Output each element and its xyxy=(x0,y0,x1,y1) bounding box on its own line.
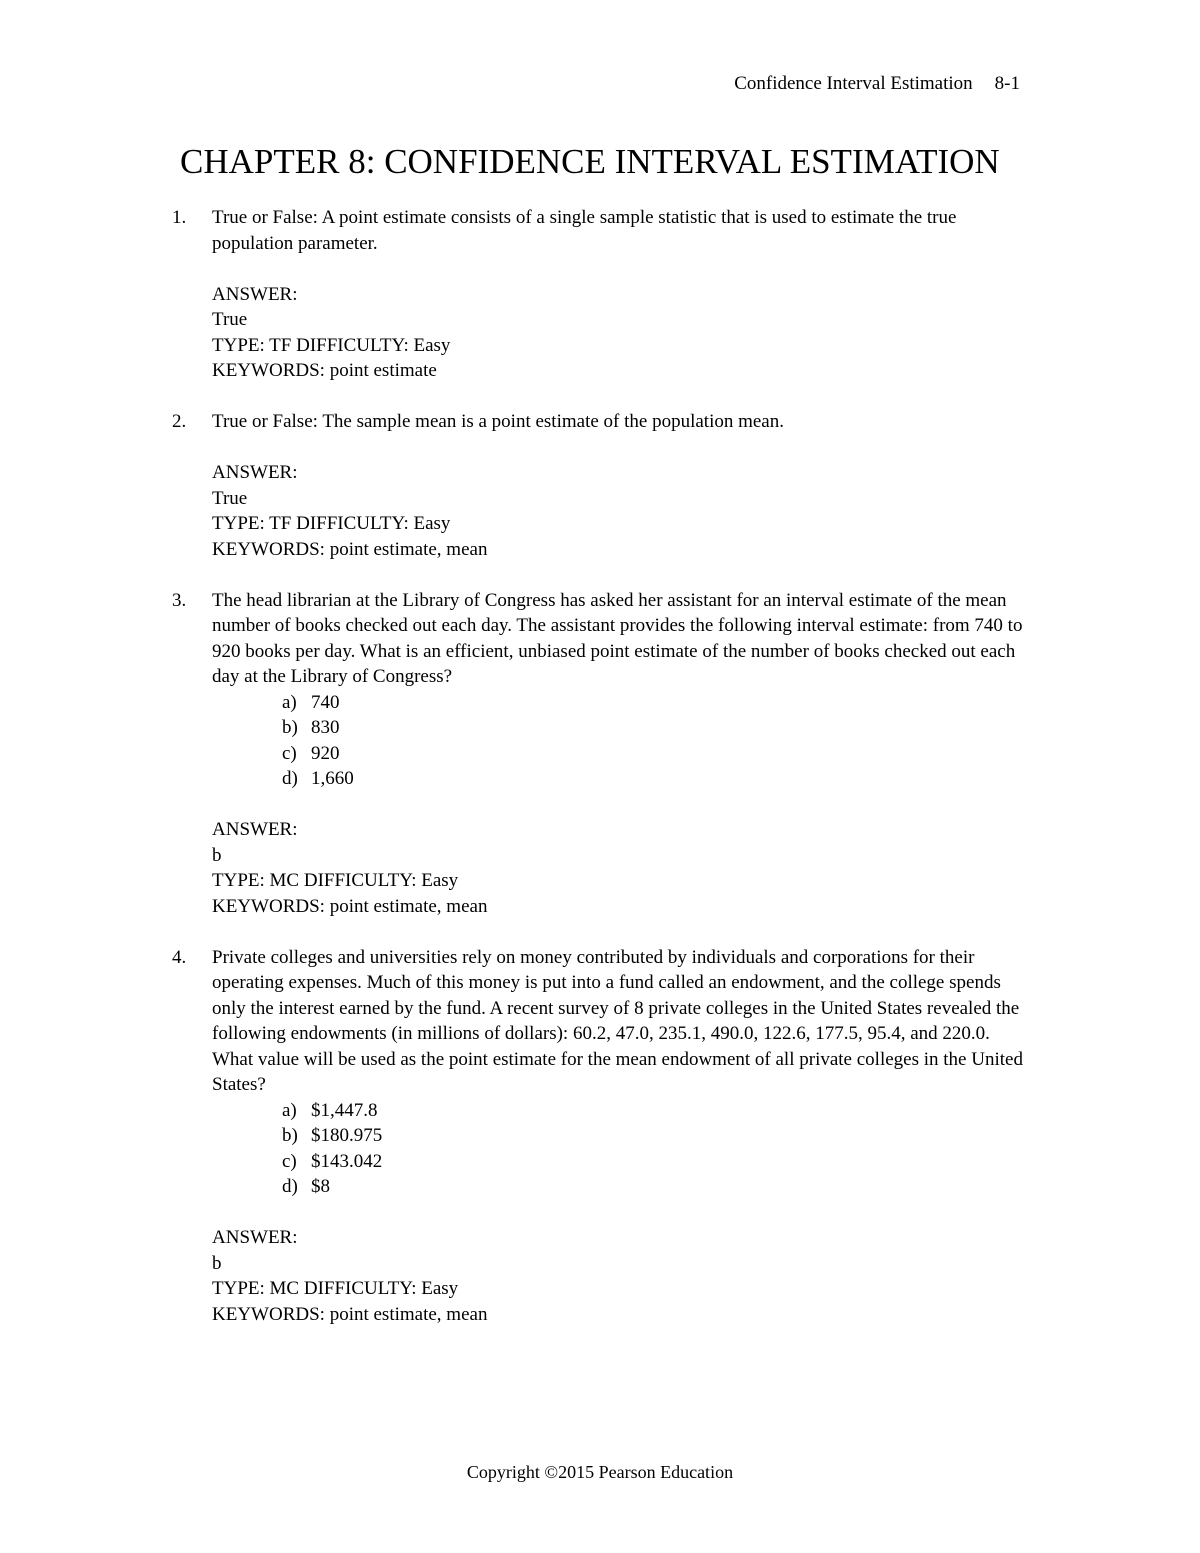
question-text: True or False: The sample mean is a point estimate of the population mean. xyxy=(212,411,784,432)
question-item xyxy=(172,945,1032,1328)
question-number: 4. xyxy=(172,946,187,968)
question-item xyxy=(172,588,1032,920)
option-letter: b) xyxy=(282,1125,298,1146)
answer-value: True xyxy=(212,309,248,330)
keywords-line: KEYWORDS: point estimate xyxy=(212,360,437,381)
option-letter: d) xyxy=(282,1176,298,1197)
answer-option xyxy=(212,1123,1032,1149)
question-list xyxy=(172,205,1032,1327)
question-text: Private colleges and universities rely on money contributed by individuals and corporations for their operating expenses. Much of this money is put into a fund called an endowment, and the college spends only the interest earned by the fund. A recent survey of 8 private colleges in the United States revealed the following endowments (in millions of dollars): 60.2, 47.0, 235.1, 490.0, 122.6, 177.5, 95.4, and 220.0. What value will be used as the point estimate for the mean endowment of all private colleges in the United States? xyxy=(212,946,1023,1095)
question-text: True or False: A point estimate consists of a single sample statistic that is used to estimate the true population parameter. xyxy=(212,207,957,254)
answer-options xyxy=(212,690,1032,792)
answer-option xyxy=(212,1174,1032,1200)
answer-options xyxy=(212,1098,1032,1200)
question-item xyxy=(172,409,1032,562)
type-difficulty-line: TYPE: TF DIFFICULTY: Easy xyxy=(212,334,451,356)
option-text: $180.975 xyxy=(311,1125,383,1146)
answer-label: ANSWER: xyxy=(212,283,298,305)
option-text: 830 xyxy=(311,717,340,738)
answer-option xyxy=(212,1098,1032,1124)
option-text: 740 xyxy=(311,691,340,713)
copyright-footer: Copyright ©2015 Pearson Education xyxy=(466,1462,734,1482)
answer-block xyxy=(212,282,1032,384)
answer-value: b xyxy=(212,1252,222,1274)
question-number: 1. xyxy=(172,207,187,228)
question-number: 3. xyxy=(172,589,187,611)
option-letter: a) xyxy=(282,691,297,713)
keywords-line: KEYWORDS: point estimate, mean xyxy=(212,895,488,917)
option-text: $1,447.8 xyxy=(311,1099,378,1121)
option-letter: a) xyxy=(282,1099,297,1121)
option-text: 920 xyxy=(311,742,340,764)
answer-label: ANSWER: xyxy=(212,819,298,840)
type-difficulty-line: TYPE: MC DIFFICULTY: Easy xyxy=(212,1278,459,1299)
option-text: $143.042 xyxy=(311,1150,383,1172)
option-text: 1,660 xyxy=(311,768,354,789)
answer-label: ANSWER: xyxy=(212,462,298,483)
question-number: 2. xyxy=(172,411,187,432)
answer-option xyxy=(212,1149,1032,1175)
answer-block xyxy=(212,460,1032,562)
type-difficulty-line: TYPE: MC DIFFICULTY: Easy xyxy=(212,870,459,891)
answer-label: ANSWER: xyxy=(212,1227,298,1248)
answer-option xyxy=(212,766,1032,792)
question-item xyxy=(172,205,1032,384)
option-letter: b) xyxy=(282,717,298,738)
option-text: $8 xyxy=(311,1176,330,1197)
keywords-line: KEYWORDS: point estimate, mean xyxy=(212,538,488,560)
answer-block xyxy=(212,1225,1032,1327)
question-text: The head librarian at the Library of Congress has asked her assistant for an interval estimate of the mean number of books checked out each day. The assistant provides the following interval estimate: from 740 to 920 books per day. What is an efficient, unbiased point estimate of the number of books checked out each day at the Library of Congress? xyxy=(212,589,1023,687)
answer-option xyxy=(212,690,1032,716)
running-header xyxy=(734,72,1020,96)
option-letter: d) xyxy=(282,768,298,789)
running-title: Confidence Interval Estimation xyxy=(734,73,973,94)
answer-value: b xyxy=(212,844,222,866)
answer-value: True xyxy=(212,487,248,509)
option-letter: c) xyxy=(282,742,297,764)
answer-option xyxy=(212,715,1032,741)
option-letter: c) xyxy=(282,1150,297,1172)
type-difficulty-line: TYPE: TF DIFFICULTY: Easy xyxy=(212,513,451,534)
answer-block xyxy=(212,817,1032,919)
answer-option xyxy=(212,741,1032,767)
page-number: 8-1 xyxy=(994,73,1020,94)
keywords-line: KEYWORDS: point estimate, mean xyxy=(212,1303,488,1325)
chapter-title: CHAPTER 8: CONFIDENCE INTERVAL ESTIMATION xyxy=(180,142,1000,181)
